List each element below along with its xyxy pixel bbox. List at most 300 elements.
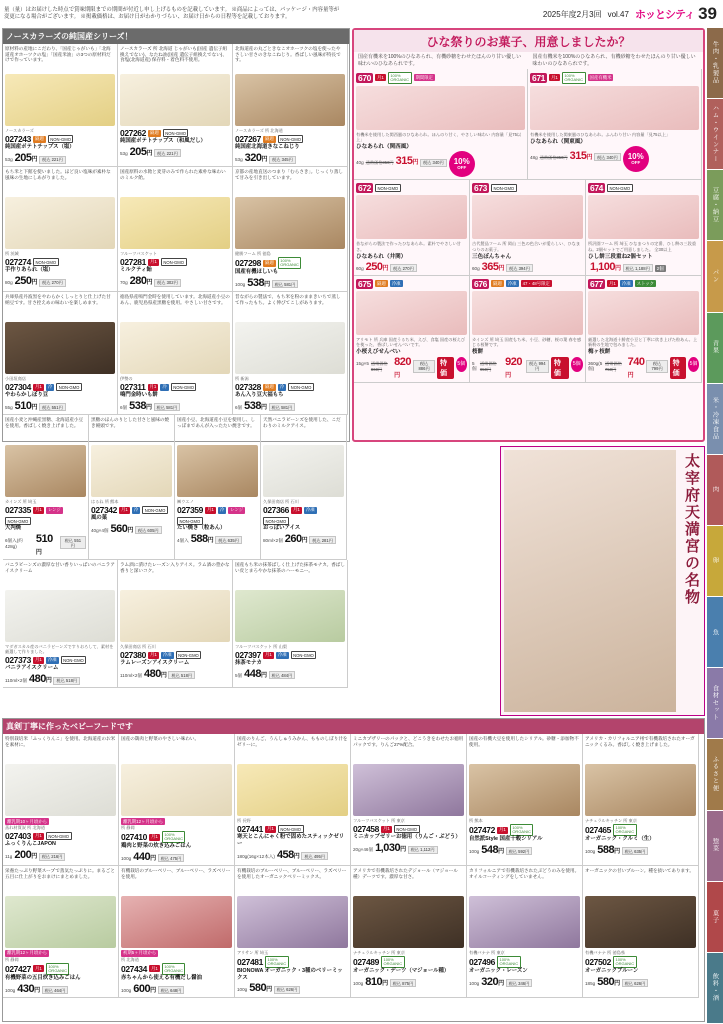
product-price-line [263, 533, 344, 545]
feature-tax-price: 税込 340円 [594, 153, 621, 161]
product-code-line [120, 128, 230, 138]
product-name: ミルクティ飴 [120, 267, 152, 274]
product-badge: 冷凍 [621, 280, 631, 286]
babyfood-title: 真剣丁寧に作ったベビーフードです [3, 719, 704, 734]
feature-photo [472, 291, 583, 335]
issue-info [543, 6, 698, 22]
product-supplier: 久保田商店 所 石川 [120, 643, 156, 649]
product-price-line [91, 523, 172, 535]
product-card[interactable] [118, 167, 233, 292]
product-card[interactable] [89, 415, 175, 560]
product-card[interactable] [3, 734, 119, 866]
product-name: 国産有機ほしいも [235, 269, 279, 276]
product-tax-price: 税込 648円 [158, 986, 185, 994]
product-price: 440円 [133, 850, 156, 863]
feature-product-card[interactable] [470, 180, 586, 276]
non-gmo-mark: NON-GMO [48, 135, 74, 143]
product-name: ふっくりんこJAPON [5, 841, 56, 848]
product-card[interactable] [233, 292, 348, 415]
product-badge: 冷凍 [507, 280, 517, 286]
category-tab-2[interactable]: 豆腐・納豆 [707, 170, 723, 241]
product-card[interactable] [233, 167, 348, 292]
non-gmo-mark: NON-GMO [33, 258, 59, 266]
product-badge: 月1 [34, 833, 42, 839]
product-tax-price: 税込 495円 [301, 852, 328, 860]
discount-badge: 10% OFF [623, 146, 649, 172]
category-tab-0[interactable]: 牛肉・乳製品 [707, 28, 723, 99]
product-photo [235, 590, 345, 642]
product-badge: 冷凍 [305, 507, 315, 513]
feature-tax-price: 税込 799円 [646, 360, 667, 373]
feature-unit: 48g [530, 154, 538, 160]
category-tab-13[interactable]: 飲料・酒 [707, 953, 723, 1024]
product-price: 458円 [276, 848, 300, 861]
product-tax-price: 税込 635円 [622, 847, 649, 855]
product-code: 027427 [5, 963, 31, 974]
product-photo [120, 322, 230, 374]
product-price: 1,030円 [375, 842, 406, 854]
product-supplier: 所 新潟 [235, 375, 249, 381]
product-code: 027434 [121, 963, 147, 974]
product-name: ラムレーズンアイスクリーム [120, 660, 190, 667]
feature-lead-right: 国産有機米を100%のひなあられ、有機砂糖をわせたほんのり甘い優しい味わいのひなあられです。 [532, 54, 696, 67]
product-supplier: 有機バナナ 所 徳島県 [585, 949, 626, 955]
product-unit: 5個 [235, 672, 243, 678]
organic-mark: 100% ORGANIC [265, 956, 289, 968]
product-card[interactable] [3, 415, 89, 560]
product-code: 027243 [5, 134, 31, 145]
feature-regular-price: 通常価格350円 [539, 154, 568, 160]
product-price: 260円 [284, 532, 308, 545]
product-tax-price: 税込 581円 [272, 280, 299, 288]
category-tab-4[interactable]: 青果 [707, 313, 723, 384]
product-card[interactable] [119, 734, 235, 866]
non-gmo-mark: NON-GMO [278, 825, 304, 833]
product-card[interactable] [3, 560, 118, 688]
product-price-line [5, 533, 86, 557]
product-price-line [585, 844, 696, 856]
product-card[interactable] [235, 734, 351, 866]
category-tab-9[interactable]: 食材セット [707, 668, 723, 739]
feature-item-number: 672 [358, 183, 371, 194]
feature-unit: 360g(5個) [588, 361, 603, 372]
product-name: たい焼き（粒あん） [177, 525, 226, 532]
product-description: 国産小豆、北海道産小豆を使用し、しっぽまであんが入ったたい焼きです。 [177, 416, 256, 428]
section-title: ノースカラーズの純国産シリーズ！ [3, 29, 349, 44]
non-gmo-mark: NON-GMO [176, 651, 202, 659]
product-unit: 80ml×2個 [263, 537, 283, 543]
product-unit: 53g [5, 157, 13, 162]
product-unit: 53g [120, 150, 128, 156]
product-card[interactable] [3, 292, 118, 415]
product-photo [177, 445, 258, 497]
product-code: 027441 [237, 824, 263, 835]
product-unit: 80g [5, 280, 13, 285]
page-header [0, 0, 723, 28]
product-unit: 110ml×2個 [5, 678, 28, 684]
product-unit: 100g [121, 987, 132, 993]
product-tax-price: 税込 518円 [168, 671, 195, 679]
feature-product-card[interactable] [586, 180, 702, 276]
product-badge: 月1 [150, 965, 158, 971]
feature-code-line [588, 279, 699, 289]
product-code: 027274 [5, 257, 31, 268]
feature-price: 1,100円 [590, 260, 621, 273]
feature-product-name: 梅ヶ枝餅 [588, 349, 611, 356]
product-price: 448円 [244, 667, 267, 680]
product-supplier: 久保田商店 所 石川 [263, 498, 299, 504]
non-gmo-mark: NON-GMO [375, 184, 401, 192]
feature-regular-price: 通常価格750円 [605, 361, 622, 372]
product-price-line [469, 976, 580, 988]
category-tab-12[interactable]: 菓子 [707, 882, 723, 953]
product-unit: 20g×46個 [353, 847, 374, 852]
feature-price: 315円 [395, 155, 418, 168]
organic-mark: 100% ORGANIC [497, 956, 521, 968]
product-tax-price: 税込 551円 [39, 403, 66, 411]
product-badge: 月1 [34, 965, 42, 971]
feature-title: ひな祭りのお菓子、用意しましたか？ [354, 30, 703, 52]
category-tab-7[interactable]: 卵 [707, 526, 723, 597]
product-unit: 100g [237, 987, 248, 993]
organic-mark: 100% ORGANIC [381, 956, 405, 968]
product-unit: 53g [235, 157, 243, 162]
organic-mark: 100% ORGANIC [388, 72, 412, 84]
product-code: 027359 [177, 505, 203, 516]
product-card[interactable] [583, 734, 699, 866]
feature-product-name: ひなあられ（関西風） [356, 144, 412, 151]
product-card[interactable] [467, 734, 583, 866]
product-price-line [120, 668, 230, 680]
product-code-line [235, 382, 345, 392]
feature-photo [530, 86, 699, 130]
category-tab-3[interactable]: パン [707, 241, 723, 312]
product-tax-price: 税込 551円 [60, 536, 86, 549]
quantity-badge: 5個 [688, 357, 699, 372]
product-name: 有機野菜の五目炊き込みごはん [5, 974, 81, 981]
organic-mark: 100% ORGANIC [46, 963, 70, 975]
product-card[interactable] [3, 866, 119, 998]
product-price-line [5, 983, 116, 995]
product-card[interactable] [467, 866, 583, 998]
product-code: 027342 [91, 505, 117, 516]
product-price-line [235, 400, 345, 412]
product-price: 588円 [597, 843, 620, 856]
product-tax-price: 税込 518円 [53, 677, 80, 685]
feature-code-line [472, 183, 583, 193]
product-badge: レンジ [230, 507, 244, 513]
product-name: 赤ちゃんから使える有機だし醤油 [121, 974, 202, 981]
page-number: 39 [698, 4, 717, 23]
product-code-line [5, 382, 115, 392]
product-tax-price: 税込 626円 [622, 979, 649, 987]
product-unit: 6個 [120, 404, 128, 410]
product-tax-price: 税込 1,112円 [408, 846, 438, 854]
product-code: 027304 [5, 382, 31, 393]
feature-unit: 60g [356, 265, 364, 271]
feature-product-name: ひし餅三段重ね2個セット [588, 253, 653, 260]
product-tax-price: 税込 635円 [215, 536, 242, 544]
product-card[interactable] [3, 44, 118, 167]
feature-price-line [588, 356, 699, 380]
product-code-line [235, 650, 345, 660]
product-price-line [5, 673, 115, 685]
product-badge: 冷凍 [277, 652, 287, 658]
feature-item-number: 675 [358, 278, 371, 289]
product-price-line [5, 152, 115, 164]
product-badge: 月1 [150, 834, 158, 840]
product-price-line [237, 982, 348, 994]
special-price-badge: 特価 [670, 357, 686, 379]
product-badge: 月1 [149, 652, 157, 658]
feature-product-card[interactable] [354, 276, 470, 384]
product-description: 特別栽培米「ふっくりんこ」を使用。北海道産のお米を素材に。 [5, 736, 116, 747]
non-gmo-mark: NON-GMO [291, 651, 317, 659]
feature-ribbon: 期間限定 [415, 74, 434, 80]
product-supplier: 有機バナナ 所 東京 [469, 949, 505, 955]
product-unit: 100g [585, 848, 596, 854]
feature-unit: 60g [472, 265, 480, 271]
product-supplier: ノースカラーズ 所 北海道 [235, 128, 283, 133]
product-badge: 月1 [292, 507, 300, 513]
product-photo [353, 896, 464, 948]
product-price-line [5, 400, 115, 412]
product-photo [5, 764, 116, 816]
product-badge: 月1 [266, 826, 274, 832]
product-code-line [585, 956, 696, 968]
product-card[interactable] [233, 560, 348, 688]
age-flag: 初期5ヶ月頃から [123, 950, 157, 956]
non-gmo-mark: NON-GMO [161, 258, 187, 266]
feature-price: 315円 [569, 149, 592, 162]
product-unit: 100g [5, 987, 16, 993]
feature-description: アリモト 所 兵庫 国産うるち米、えび、食塩 国産の桜えびを使った、香ばしいせんべいです。 [356, 336, 466, 348]
product-unit: 4個入 [177, 537, 189, 543]
product-badge: 冷凍 [391, 280, 401, 286]
product-code-line [5, 831, 116, 841]
babyfood-section [2, 718, 705, 1022]
age-flag: 離乳期12ヶ月頃から [7, 950, 48, 956]
product-description: 昔ながらの製法で、もち米を粉のままきいちで蒸して作ったもち。よく伸びてこしがあります。 [235, 293, 341, 305]
feature-description: 所沢園フーム 所 埼玉 ひなまつりの定番、ひし餅の三段重ね。2個セットでご用意しました。 全30以上 [588, 241, 697, 252]
product-code: 027267 [235, 134, 261, 145]
product-photo [263, 445, 344, 497]
product-description: バニラビーンズの濃厚な甘い香りいっぱいのバニラアイスクリーム [5, 561, 115, 573]
product-card[interactable] [351, 734, 467, 866]
product-price: 200円 [14, 849, 37, 861]
product-code-line [469, 956, 580, 968]
product-description: 国産もち米の抹茶ばしく仕上げた抹茶モナカ。香ばしい皮とまろやかな抹茶のハーモニー。 [235, 561, 345, 573]
feature-regular-price: 通常価格860円 [370, 361, 388, 372]
feature-price: 365円 [481, 260, 505, 273]
product-name: 純国産ポテトチップス（塩） [5, 144, 75, 151]
feature-description: カインズ 所 埼玉 国産もち米、小豆、砂糖、桜の葉 春を感じる桜餅です。 [472, 336, 582, 348]
product-card[interactable] [351, 866, 467, 998]
product-name: やわらかしぼり豆 [5, 392, 49, 399]
feature-tax-price: 税込 340円 [420, 159, 447, 167]
hinamatsuri-feature [352, 28, 705, 442]
product-unit: 100g [469, 980, 480, 986]
product-price: 538円 [244, 399, 267, 412]
product-name: オーガニックプルーン [585, 967, 639, 974]
product-code-line [120, 382, 230, 392]
product-supplier: 伊勢の [120, 375, 133, 381]
product-card[interactable] [118, 560, 233, 688]
product-photo [235, 322, 345, 374]
feature-code-line [472, 279, 583, 289]
feature-tax-price: 税込 886円 [413, 360, 435, 373]
non-gmo-mark: NON-GMO [61, 656, 87, 664]
product-code-line [237, 956, 348, 968]
product-photo [5, 74, 115, 126]
feature-item-number: 676 [474, 278, 487, 289]
feature-code-line [356, 279, 467, 289]
product-card[interactable] [175, 415, 261, 560]
product-tax-price: 税込 464円 [42, 986, 69, 994]
product-card[interactable] [118, 44, 233, 167]
product-unit: 6個 [235, 404, 243, 410]
product-code-line [5, 505, 86, 525]
non-gmo-mark: NON-GMO [607, 184, 633, 192]
feature-photo [356, 291, 467, 335]
issue-date: 2025年度2月3回 [542, 9, 602, 19]
feature-product-card[interactable] [354, 180, 470, 276]
feature-product-card[interactable] [528, 69, 702, 180]
product-tax-price: 税込 345円 [269, 156, 296, 164]
product-price-line [120, 400, 230, 412]
product-price: 600円 [133, 982, 156, 995]
organic-mark: 100% ORGANIC [162, 831, 186, 843]
product-supplier: カインズ 所 埼玉 [5, 498, 37, 504]
product-unit: 180g(16g×12本入) [237, 853, 275, 859]
product-card[interactable] [3, 167, 118, 292]
product-badge: 隔週 [492, 280, 502, 286]
product-supplier: フルーツバスケット 所 山梨 [235, 643, 287, 649]
product-code: 027472 [469, 825, 495, 836]
category-tab-10[interactable]: ふるさと便 [707, 739, 723, 810]
feature-price-line [530, 146, 699, 172]
feature-product-card[interactable] [354, 69, 528, 180]
product-price: 548円 [481, 843, 504, 856]
product-card[interactable] [583, 866, 699, 998]
product-description: 国産のりんご、うんしゅうみかん、もものしぼり汁をゼリーに。 [237, 736, 348, 747]
feature-photo [356, 195, 467, 239]
organic-mark: 100% ORGANIC [613, 956, 637, 968]
category-tab-8[interactable]: 魚 [707, 597, 723, 668]
product-card[interactable] [119, 866, 235, 998]
dazaifu-photo [504, 450, 676, 712]
feature-product-card[interactable] [470, 276, 586, 384]
product-price: 250円 [14, 275, 38, 287]
category-tab-1[interactable]: ハム・ウインナー [707, 99, 723, 170]
product-description: 黒糖のほんのりとした甘さと風味の焼き饅頭です。 [91, 416, 170, 428]
product-card[interactable] [235, 866, 351, 998]
product-photo [585, 764, 696, 816]
non-gmo-mark: NON-GMO [278, 135, 304, 143]
product-code-line [91, 505, 172, 515]
product-badge: 月1 [34, 507, 42, 513]
product-code-line [235, 134, 345, 144]
feature-item-number: 674 [590, 183, 603, 194]
product-code-line [5, 257, 115, 267]
product-card[interactable] [233, 44, 348, 167]
product-code-line [177, 505, 258, 525]
product-photo [5, 197, 115, 249]
category-tabs[interactable] [707, 28, 723, 1024]
product-badge: 月1 [149, 259, 157, 265]
product-description: ラム酒に漬けたレーズン入りアイス。ラム酒の豊かな香りと深いコク。 [120, 561, 230, 573]
product-unit: 185g [585, 980, 596, 986]
product-photo [121, 764, 232, 816]
product-price: 588円 [190, 532, 214, 545]
non-gmo-mark: NON-GMO [263, 517, 289, 525]
product-photo [237, 896, 348, 948]
product-description: アメリカで有機栽培されたデジョール（マジョール種）デーツです。濃厚な甘さ。 [353, 867, 458, 879]
quantity-badge: 5個 [456, 357, 467, 372]
feature-product-name: 小桜えびせんべい [356, 349, 401, 356]
product-price: 430円 [17, 982, 40, 995]
product-badge: 冷 [219, 507, 225, 513]
product-tax-price: 税込 592円 [506, 847, 533, 855]
product-code: 027403 [5, 831, 31, 842]
product-code: 027366 [263, 505, 289, 516]
feature-product-name: ひなあられ（井関） [356, 253, 407, 260]
category-tab-11[interactable]: 惣菜 [707, 811, 723, 882]
feature-product-card[interactable] [586, 276, 702, 384]
product-description: 国産の鶏肉と野菜のやさしい味わい。 [121, 736, 200, 741]
product-card[interactable] [118, 292, 233, 415]
feature-limited: 47・48号限定 [522, 280, 550, 286]
product-price-line [120, 275, 230, 287]
product-tax-price: 税込 221円 [154, 149, 181, 157]
dazaifu-title: 太宰府天満宮の名物 [683, 453, 700, 606]
category-tab-5[interactable]: 米・冷凍食品 [707, 384, 723, 455]
product-code-line [5, 134, 115, 144]
product-supplier: 所 北海道 [121, 956, 139, 962]
product-grid-bottom [3, 734, 704, 998]
product-badge: 月1 [382, 826, 390, 832]
product-code: 027410 [121, 832, 147, 843]
product-code-line [353, 824, 464, 834]
product-unit: 55g [5, 404, 13, 410]
product-card[interactable] [261, 415, 347, 560]
product-photo [235, 74, 345, 126]
product-supplier: ㈱ウエノ [177, 498, 194, 504]
feature-photo [588, 291, 699, 335]
feature-regular-price: 通常価格350円 [365, 160, 394, 166]
product-badge: 冷 [47, 384, 53, 390]
product-photo [469, 764, 580, 816]
feature-price-line [356, 151, 525, 177]
discount-badge: 10% OFF [449, 151, 475, 177]
product-badge: 冷 [162, 384, 167, 390]
product-code-line [121, 831, 232, 843]
product-code: 027502 [585, 956, 611, 967]
product-price: 205円 [14, 152, 38, 164]
non-gmo-mark: NON-GMO [491, 184, 517, 192]
product-description: 国産の有機大豆を使用したシリアル。砂糖・添加物不使用。 [469, 736, 579, 747]
product-description: 徳島県産鳴門金時を使用しています。北海道産小豆のあん、鹿児島県産黒糖を使用。やさしい甘さです。 [120, 293, 230, 305]
product-price: 510円 [14, 399, 38, 412]
product-badge: 隔週 [149, 130, 159, 135]
product-badge: 隔週 [264, 384, 274, 390]
category-tab-6[interactable]: 肉 [707, 455, 723, 526]
product-code: 027262 [120, 128, 146, 138]
product-price-line [353, 976, 464, 988]
product-photo [469, 896, 580, 948]
product-photo [5, 445, 86, 497]
feature-price-line [356, 356, 467, 380]
